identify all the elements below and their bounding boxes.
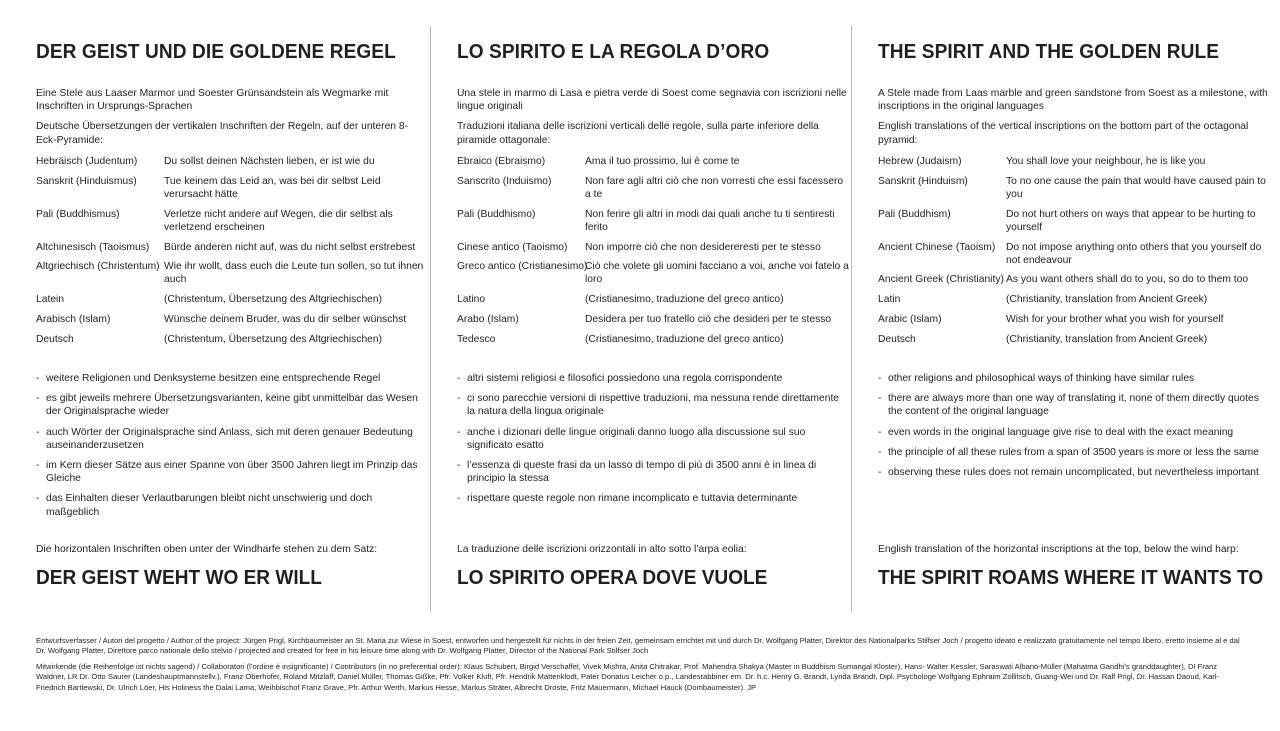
rule-row: [878, 155, 1270, 168]
rule-text: You shall love your neighbour, he is like you: [1006, 156, 1206, 167]
rule-row: [878, 333, 1270, 346]
intro-text: [36, 87, 428, 154]
rule-text: Non ferire gli altri in modi dai quali anche tu ti sentiresti ferito: [585, 208, 835, 233]
rule-religion: Sanskrit (Hinduism): [878, 175, 968, 187]
note-item: - there are always more than one way of translating it, none of them directly quotes the content of the original language: [878, 392, 1268, 418]
column-de: [36, 0, 424, 612]
rule-row: [457, 293, 849, 306]
rule-religion: Deutsch: [878, 333, 916, 345]
note-item: - im Kern dieser Sätze aus einer Spanne von über 3500 Jahren liegt im Prinzip das Gleiche: [36, 459, 426, 485]
rule-row: [457, 260, 849, 286]
note-item: - other religions and philosophical ways of thinking have similar rules: [878, 372, 1268, 385]
rule-religion: Pali (Buddhismus): [36, 208, 120, 220]
rule-text: Verletze nicht andere auf Wegen, die dir selbst als verletzend erscheinen: [164, 208, 393, 233]
rule-text: (Christianity, translation from Ancient Greek): [1006, 333, 1208, 345]
rule-religion: Arabisch (Islam): [36, 313, 111, 325]
authors-credit: Entwurfsverfasser / Autori del progetto / Author of the project: Jürgen Prigl, Kirchbaumeister an St. Maria zur Wiese in Soest, entworfen und hergestellt für nichts in der freien Zeit, gemeinsam errichtet mit und durch Dr. Wolfgang Platter, Direktor des Nationalparks Stilfser Joch / progetto ideato e realizzato gratuitamente nel tempo libero, eretto insieme al e dal Dr. Wolfgang Platter, Direttore parco nationale dello stelvio / projected and created for free in his leisure time along with Dr. Wolfgang Platter, Director of the National Park Stilfser Joch: [36, 636, 1240, 656]
rule-text: Desidera per tuo fratello ciò che desideri per te stesso: [585, 313, 832, 325]
rule-row: [457, 241, 849, 254]
rule-religion: Sanscrito (Induismo): [457, 175, 552, 187]
rule-text: (Cristianesimo, traduzione del greco antico): [585, 333, 784, 345]
intro-paragraph: Traduzioni italiana delle iscrizioni verticali delle regole, sulla parte inferiore della piramide ottagonale:: [457, 121, 819, 146]
rule-religion: Altchinesisch (Taoismus): [36, 241, 150, 253]
note-item: - auch Wörter der Originalsprache sind Anlass, sich mit deren genauer Bedeutung auseinanderzusetzen: [36, 426, 426, 452]
horizontal-intro: English translation of the horizontal inscriptions at the top, below the wind harp:: [878, 544, 1239, 555]
rule-row: [36, 293, 428, 306]
column-title: LO SPIRITO E LA REGOLA D’ORO: [457, 40, 770, 63]
rule-text: Do not impose anything onto others that you yourself do not endeavour: [1006, 241, 1262, 266]
rule-text: (Cristianesimo, traduzione del greco antico): [585, 294, 784, 306]
horizontal-intro: Die horizontalen Inschriften oben unter der Windharfe stehen zu dem Satz:: [36, 544, 378, 555]
intro-paragraph: English translations of the vertical inscriptions on the bottom part of the octagonal pyramid:: [878, 121, 1249, 146]
rule-religion: Latein: [36, 294, 65, 306]
rule-row: [36, 208, 428, 234]
rule-text: (Christentum, Übersetzung des Altgriechischen): [164, 333, 383, 345]
note-item: - rispettare queste regole non rimane incomplicato e tuttavia determinante: [457, 492, 847, 505]
rule-religion: Altgriechisch (Christentum): [36, 261, 160, 273]
credits-footer: [36, 636, 1246, 698]
rule-religion: Pali (Buddhism): [878, 208, 951, 220]
column-divider: [430, 26, 431, 612]
intro-text: [878, 87, 1270, 154]
rule-text: (Christianity, translation from Ancient Greek): [1006, 294, 1208, 306]
rule-row: [878, 273, 1270, 286]
rules-list: [457, 155, 849, 352]
rule-row: [36, 241, 428, 254]
rule-text: Wish for your brother what you wish for yourself: [1006, 313, 1224, 325]
column-divider: [851, 26, 852, 612]
note-item: - altri sistemi religiosi e filosofici possiedono una regola corrispondente: [457, 372, 847, 385]
rule-text: Non fare agli altri ciò che non vorresti che essi facessero a te: [585, 175, 844, 200]
rule-text: Do not hurt others on ways that appear to be hurting to yourself: [1006, 208, 1256, 233]
rule-row: [878, 313, 1270, 326]
note-item: - das Einhalten dieser Verlautbarungen bleibt nicht unschwierig und doch maßgeblich: [36, 492, 426, 518]
rules-list: [36, 155, 428, 352]
intro-paragraph: Deutsche Übersetzungen der vertikalen Inschriften der Regeln, auf der unteren 8-Eck-Pyramide:: [36, 121, 409, 146]
rule-religion: Pali (Buddhismo): [457, 208, 536, 220]
rule-religion: Ebraico (Ebraismo): [457, 156, 546, 167]
intro-paragraph: Eine Stele aus Laaser Marmor und Soester Grünsandstein als Wegmarke mit Inschriften in Ursprungs-Sprachen: [36, 88, 389, 113]
motto: DER GEIST WEHT WO ER WILL: [36, 566, 322, 589]
rule-religion: Cinese antico (Taoismo): [457, 241, 568, 253]
notes-list: [36, 372, 426, 526]
note-item: - even words in the original language give rise to deal with the exact meaning: [878, 426, 1268, 439]
rule-religion: Latin: [878, 294, 901, 306]
rule-row: [36, 333, 428, 346]
rule-text: Du sollst deinen Nächsten lieben, er ist wie du: [164, 156, 375, 167]
contributors-credit: Mitwirkende (die Reihenfolge ist nichts sagend) / Collaboratori (l’ordine è insignificante) / Contributors (in no preferential order): Klaus Schubert, Birgid Verschaffel, Vivek Mishra, Anita Chitrakar, Prof. Mahendra Shakya (Master in Buddhism Sumangal Kloster), Hans- Walter Kessler, Saraswati Albano-Müller (Mahatma Gandhi’s granddaughter), DI Franz Waldner, LR Dr. Otto Saurer (Landeshauptmannstellv.), Franz Oberhofer, Roland Mitzlaff, Daniel Müller, Thomas Gißke, Pfr. Volker Kluft, Pfr. Hendrik Mattenklodt, Pater Donatus Leicher o.p., Landesrabbiner em. Dr. h.c. Henry G. Brandt, Lynda Brandt, Dipl. Psychologe Wolfgang Ephraim Zollitsch, Guang-Wei und Dr. Ralf Prigl, Dr. Hassan Daoud, Karl-Friedrich Bartlewski, Dr. Ulrich Löer, His Holiness the Dalai Lama, Weihbischof Franz Grave, Pfr. Arthur Werth, Markus Hesse, Markus Sträter, Albrecht Droste, Fritz Mauermann, Michael Hauck (Dombaumeister). JP: [36, 661, 1220, 692]
rule-text: Bürde anderen nicht auf, was du nicht selbst erstrebest: [164, 241, 416, 253]
rule-religion: Deutsch: [36, 333, 74, 345]
rule-row: [457, 175, 849, 201]
rule-row: [36, 175, 428, 201]
rule-text: Wie ihr wollt, dass euch die Leute tun sollen, so tut ihnen auch: [164, 261, 424, 286]
rule-religion: Tedesco: [457, 333, 496, 345]
rule-religion: Arabic (Islam): [878, 313, 942, 325]
rule-row: [878, 175, 1270, 201]
note-item: - ci sono parecchie versioni di rispettive traduzioni, ma nessuna rende direttamente la natura della lingua originale: [457, 392, 847, 418]
rule-text: Tue keinem das Leid an, was bei dir selbst Leid verursacht hätte: [164, 175, 381, 200]
rule-row: [36, 313, 428, 326]
rule-text: Wünsche deinem Bruder, was du dir selber wünschst: [164, 313, 407, 325]
rule-row: [36, 260, 428, 286]
rule-religion: Latino: [457, 294, 486, 306]
rule-row: [457, 155, 849, 168]
column-it: [457, 0, 849, 612]
note-item: - anche i dizionari delle lingue originali danno luogo alla discussione sul suo significato esatto: [457, 426, 847, 452]
column-en: [878, 0, 1268, 612]
rule-text: Ama il tuo prossimo, lui è come te: [585, 156, 740, 167]
note-item: - the principle of all these rules from a span of 3500 years is more or less the same: [878, 446, 1268, 459]
rule-row: [878, 293, 1270, 306]
rules-list: [878, 155, 1270, 352]
intro-text: [457, 87, 849, 154]
rule-row: [878, 208, 1270, 234]
intro-paragraph: A Stele made from Laas marble and green sandstone from Soest as a milestone, with inscriptions in the original languages: [878, 88, 1268, 113]
rule-text: To no one cause the pain that would have caused pain to you: [1006, 175, 1266, 200]
rule-row: [457, 313, 849, 326]
note-item: - l’essenza di queste frasi da un lasso di tempo di più di 3500 anni è in linea di principio la stessa: [457, 459, 847, 485]
rule-row: [878, 241, 1270, 267]
rule-religion: Ancient Greek (Christianity): [878, 274, 1004, 286]
rule-religion: Ancient Chinese (Taoism): [878, 241, 996, 253]
rule-row: [36, 155, 428, 168]
intro-paragraph: Una stele in marmo di Lasa e pietra verde di Soest come segnavia con iscrizioni nelle lingue originali: [457, 88, 847, 113]
rule-religion: Sanskrit (Hinduismus): [36, 175, 137, 187]
note-item: - es gibt jeweils mehrere Übersetzungsvarianten, keine gibt unmittelbar das Wesen der Originalsprache wieder: [36, 392, 426, 418]
rule-text: Ciò che volete gli uomini facciano a voi, anche voi fatelo a loro: [585, 261, 849, 286]
rule-row: [457, 208, 849, 234]
rule-religion: Hebräisch (Judentum): [36, 156, 138, 167]
rule-religion: Arabo (Islam): [457, 313, 519, 325]
motto: LO SPIRITO OPERA DOVE VUOLE: [457, 566, 768, 589]
column-title: DER GEIST UND DIE GOLDENE REGEL: [36, 40, 396, 63]
rule-text: Non imporre ciò che non desidereresti per te stesso: [585, 241, 821, 253]
note-item: - weitere Religionen und Denksysteme besitzen eine entsprechende Regel: [36, 372, 426, 385]
rule-text: (Christentum, Übersetzung des Altgriechischen): [164, 294, 383, 306]
notes-list: [878, 372, 1268, 486]
column-title: THE SPIRIT AND THE GOLDEN RULE: [878, 40, 1220, 63]
rule-text: As you want others shall do to you, so do to them too: [1006, 274, 1249, 286]
rule-religion: Hebrew (Judaism): [878, 156, 962, 167]
notes-list: [457, 372, 847, 513]
note-item: - observing these rules does not remain uncomplicated, but nevertheless important: [878, 466, 1268, 479]
rule-religion: Greco antico (Cristianesimo): [457, 261, 588, 273]
horizontal-intro: La traduzione delle iscrizioni orizzontali in alto sotto l’arpa eolia:: [457, 544, 747, 555]
motto: THE SPIRIT ROAMS WHERE IT WANTS TO: [878, 566, 1264, 589]
rule-row: [457, 333, 849, 346]
